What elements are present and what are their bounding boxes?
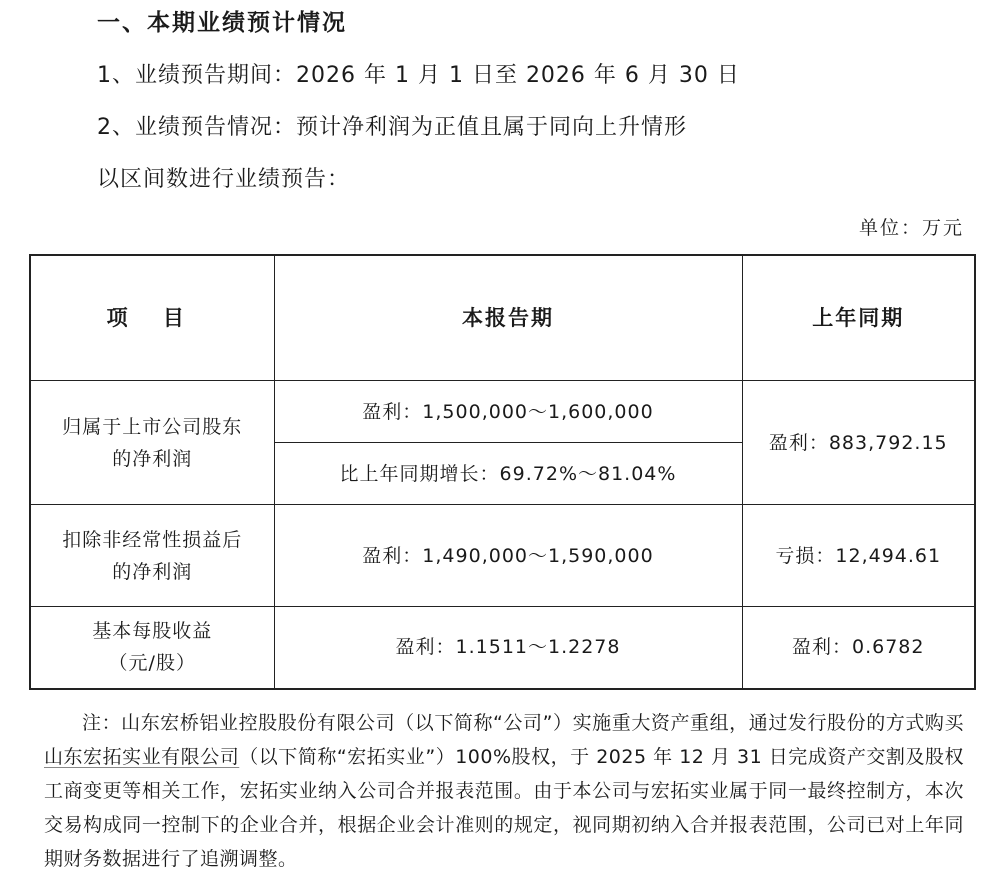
table-row-net-profit-excl xyxy=(30,505,975,607)
row-label-net-profit-excl xyxy=(30,505,274,607)
table-row-eps xyxy=(30,607,975,689)
row-label-line: 归属于上市公司股东 xyxy=(62,415,243,438)
footnote xyxy=(44,706,964,876)
header-item-label: 项 目 xyxy=(106,306,198,330)
row-label-line: 的净利润 xyxy=(112,560,193,583)
forecast-range-line: 以区间数进行业绩预告： xyxy=(97,167,351,192)
net-profit-prior-value: 盈利：883,792.15 xyxy=(742,381,975,505)
row-label-net-profit xyxy=(30,381,274,505)
forecast-table xyxy=(29,254,976,690)
net-profit-current-value: 盈利：1,500,000～1,600,000 xyxy=(274,381,742,443)
table-row-net-profit xyxy=(30,381,975,443)
header-prior-period: 上年同期 xyxy=(742,255,975,381)
footnote-text-part2: （以下简称“宏拓实业”）100%股权，于 2025 年 12 月 31 日完成资产交割及股权工商变更等相关工作，宏拓实业纳入公司合并报表范围。由于本公司与宏拓实业属于同一最终控制方，本次交易构成同一控制下的企业合并，根据企业会计准则的规定，视同期初纳入合并报表范围，公司已对上年同期财务数据进行了追溯调整。 xyxy=(44,746,964,870)
net-profit-excl-prior-value: 亏损：12,494.61 xyxy=(742,505,975,607)
net-profit-growth-value: 比上年同期增长：69.72%～81.04% xyxy=(274,443,742,505)
forecast-status-line: 2、业绩预告情况：预计净利润为正值且属于同向上升情形 xyxy=(97,115,687,140)
section-heading: 一、本期业绩预计情况 xyxy=(97,10,347,36)
company-name-underlined: 山东宏拓实业有限公司 xyxy=(44,746,240,768)
net-profit-excl-current-value: 盈利：1,490,000～1,590,000 xyxy=(274,505,742,607)
unit-label: 单位：万元 xyxy=(858,217,964,239)
footnote-paragraph xyxy=(44,706,964,876)
forecast-period-line: 1、业绩预告期间：2026 年 1 月 1 日至 2026 年 6 月 30 日 xyxy=(97,63,740,88)
eps-prior-value: 盈利：0.6782 xyxy=(742,607,975,689)
header-current-period: 本报告期 xyxy=(274,255,742,381)
table-header-row xyxy=(30,255,975,381)
row-label-eps xyxy=(30,607,274,689)
row-label-line: 基本每股收益 xyxy=(92,620,213,643)
eps-current-value: 盈利：1.1511～1.2278 xyxy=(274,607,742,689)
header-item xyxy=(30,255,274,381)
row-label-line: （元/股） xyxy=(108,652,196,675)
row-label-line: 的净利润 xyxy=(112,447,193,470)
row-label-line: 扣除非经常性损益后 xyxy=(62,528,243,551)
footnote-text-part1: 注：山东宏桥铝业控股股份有限公司（以下简称“公司”）实施重大资产重组，通过发行股份的方式购买 xyxy=(82,712,964,734)
